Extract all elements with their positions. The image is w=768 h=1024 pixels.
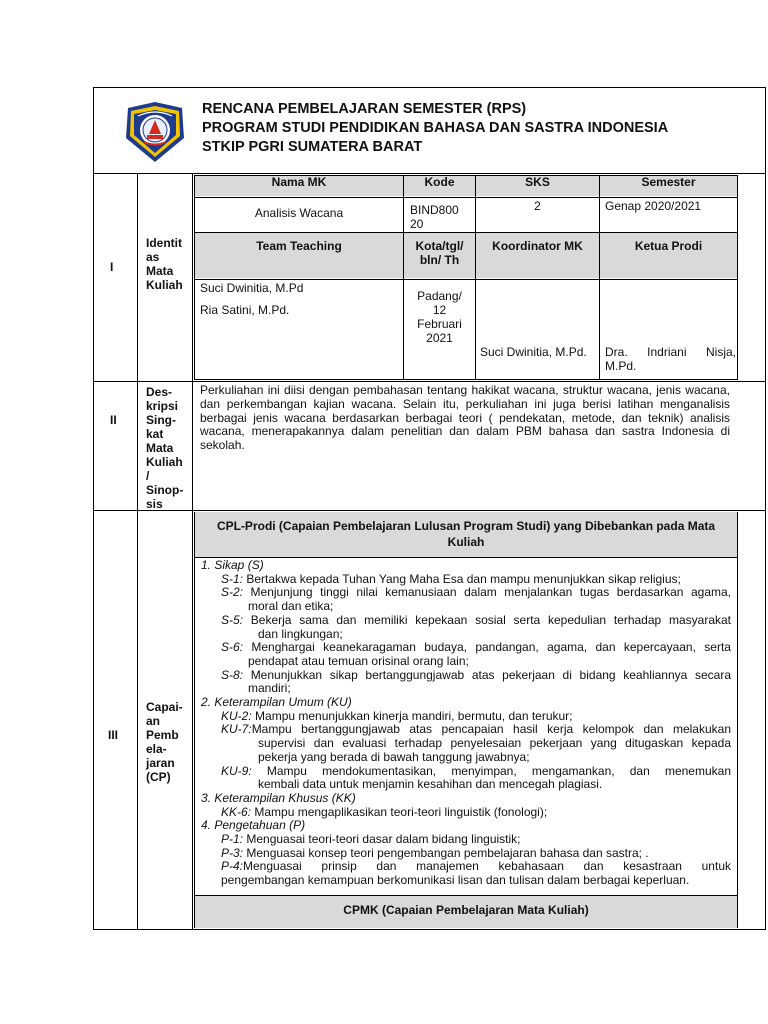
list-item: KU-9: Mampu mendokumentasikan, menyimpan, mengamankan, dan menemukan — [221, 764, 731, 778]
list-item-cont: pendapat atau temuan orisinal orang lain; — [248, 654, 469, 668]
list-item-cont: mandiri; — [248, 682, 291, 696]
value-sks: 2 — [534, 199, 541, 213]
rule-section-1-bottom — [93, 381, 766, 382]
header-ketua-prodi: Ketua Prodi — [634, 239, 703, 253]
section-2-number: II — [110, 413, 117, 427]
team-member: Ria Satini, M.Pd. — [200, 303, 290, 317]
rule — [737, 175, 738, 379]
rule — [194, 232, 738, 233]
team-member: Suci Dwinitia, M.Pd — [200, 281, 304, 295]
rule — [737, 512, 738, 928]
section-3-label: Capai- an Pemb ela- jaran (CP) — [146, 700, 183, 784]
list-item: P-4:Menguasai prinsip dan manajemen kebahasaan dan kesastraan untuk — [221, 860, 731, 874]
cpl-prodi-header: CPL-Prodi (Capaian Pembelajaran Lulusan Program Studi) yang Dibebankan pada Mata Kuliah — [216, 519, 716, 549]
header-team-teaching: Team Teaching — [256, 239, 342, 253]
rule — [194, 379, 738, 380]
rule-section-2-bottom — [93, 510, 766, 511]
title-line-3: STKIP PGRI SUMATERA BARAT — [202, 139, 423, 155]
list-heading-p: 4. Pengetahuan (P) — [201, 819, 306, 833]
header-koordinator: Koordinator MK — [492, 239, 583, 253]
list-item: KU-7:Mampu bertanggungjawab atas pencapaian hasil kerja kelompok dan melakukan — [221, 723, 731, 737]
header-sks: SKS — [525, 175, 550, 189]
synopsis-text: Perkuliahan ini diisi dengan pembahasan tentang hakikat wacana, struktur wacana, jenis wacana, dan perkembangan kajian wacana. Selain itu, perkuliahan ini juga berisi latihan menganalisis berbagai jenis wacana berdasarkan berbagai teori ( pendekatan, metode, dan teknik) analisis wacana, menerapakannya dalam penelitian dan dalam PBM bahasa dan sastra Indonesia di sekolah. — [200, 383, 730, 453]
institution-logo — [120, 100, 190, 164]
list-item-cont: pekerja yang berada di bawah tanggung jawabnya; — [258, 750, 530, 764]
list-item-cont: moral dan etika; — [248, 600, 334, 614]
list-item: KK-6: Mampu mengaplikasikan teori-teori linguistik (fonologi); — [221, 805, 548, 819]
list-heading-sikap: 1. Sikap (S) — [201, 559, 264, 572]
value-nama-mk: Analisis Wacana — [254, 206, 344, 220]
list-heading-kk: 3. Keterampilan Khusus (KK) — [201, 791, 356, 805]
section-3-number: III — [108, 728, 119, 742]
document-title — [202, 100, 668, 157]
cpmk-header: CPMK (Capaian Pembelajaran Mata Kuliah) — [343, 903, 589, 917]
header-semester: Semester — [641, 175, 696, 189]
rule — [194, 197, 738, 198]
rule — [599, 175, 600, 379]
list-item-cont: pengembangan kemampuan berkomunikasi lisan dan tulisan dalam berbagai keperluan. — [221, 874, 690, 888]
list-item: S-8: Menunjukkan sikap bertanggungjawab atas pekerjaan di bidang keahliannya secara — [221, 668, 731, 682]
section-1-number: I — [110, 260, 114, 274]
rule-header-bottom — [93, 173, 766, 174]
rule — [194, 557, 738, 558]
rule — [194, 895, 738, 896]
rule — [403, 175, 404, 379]
list-item: P-3: Menguasai konsep teori pengembangan pembelajaran bahasa dan sastra; . — [221, 846, 649, 860]
value-kota-tgl: Padang/ 12 Februari 2021 — [417, 289, 462, 345]
list-heading-ku: 2. Keterampilan Umum (KU) — [201, 696, 352, 710]
value-kode: BIND800 20 — [410, 203, 459, 231]
title-line-2: PROGRAM STUDI PENDIDIKAN BAHASA DAN SASTRA INDONESIA — [202, 120, 669, 136]
section-2-label: Des- kripsi Sing- kat Mata Kuliah / Sinop- sis — [146, 385, 184, 511]
value-ketua-prodi: Dra. Indriani Nisja, M.Pd. — [605, 345, 736, 373]
list-item: S-1: Bertakwa kepada Tuhan Yang Maha Esa dan mampu menunjukkan sikap religius; — [221, 572, 681, 586]
stkip-pgri-logo-icon — [120, 100, 190, 164]
rule-col-label — [192, 173, 193, 930]
header-nama-mk: Nama MK — [271, 175, 327, 189]
value-koordinator: Suci Dwinitia, M.Pd. — [480, 345, 587, 359]
rule-col-num — [137, 173, 138, 930]
value-semester: Genap 2020/2021 — [605, 199, 702, 213]
list-item: KU-2: Mampu menunjukkan kinerja mandiri, bermutu, dan terukur; — [221, 709, 573, 723]
rule — [194, 512, 195, 928]
list-item: P-1: Menguasai teori-teori dasar dalam bidang linguistik; — [221, 833, 521, 847]
list-item: S-5: Bekerja sama dan memiliki kepekaan sosial serta kepedulian terhadap masyarakat — [221, 613, 731, 627]
list-item: S-2: Menjunjung tinggi nilai kemanusiaan dalam menjalankan tugas berdasarkan agama, — [221, 586, 731, 600]
list-item-cont: kembali data untuk menjamin kesahihan dan mencegah plagiasi. — [258, 778, 603, 792]
header-kode: Kode — [424, 175, 455, 189]
title-line-1: RENCANA PEMBELAJARAN SEMESTER (RPS) — [202, 101, 527, 117]
section-1-label: Identit as Mata Kuliah — [146, 236, 183, 292]
list-item-cont: dan lingkungan; — [258, 627, 343, 641]
rule — [194, 279, 738, 280]
list-item-cont: supervisi dan evaluasi terhadap penyelesaian pekerjaan yang ditugaskan kepada — [258, 737, 731, 751]
list-item: S-6: Menghargai keanekaragaman budaya, pandangan, agama, dan kepercayaan, serta — [221, 641, 731, 655]
header-kota-tgl: Kota/tgl/ bln/ Th — [415, 239, 464, 267]
cpl-list — [201, 559, 731, 888]
